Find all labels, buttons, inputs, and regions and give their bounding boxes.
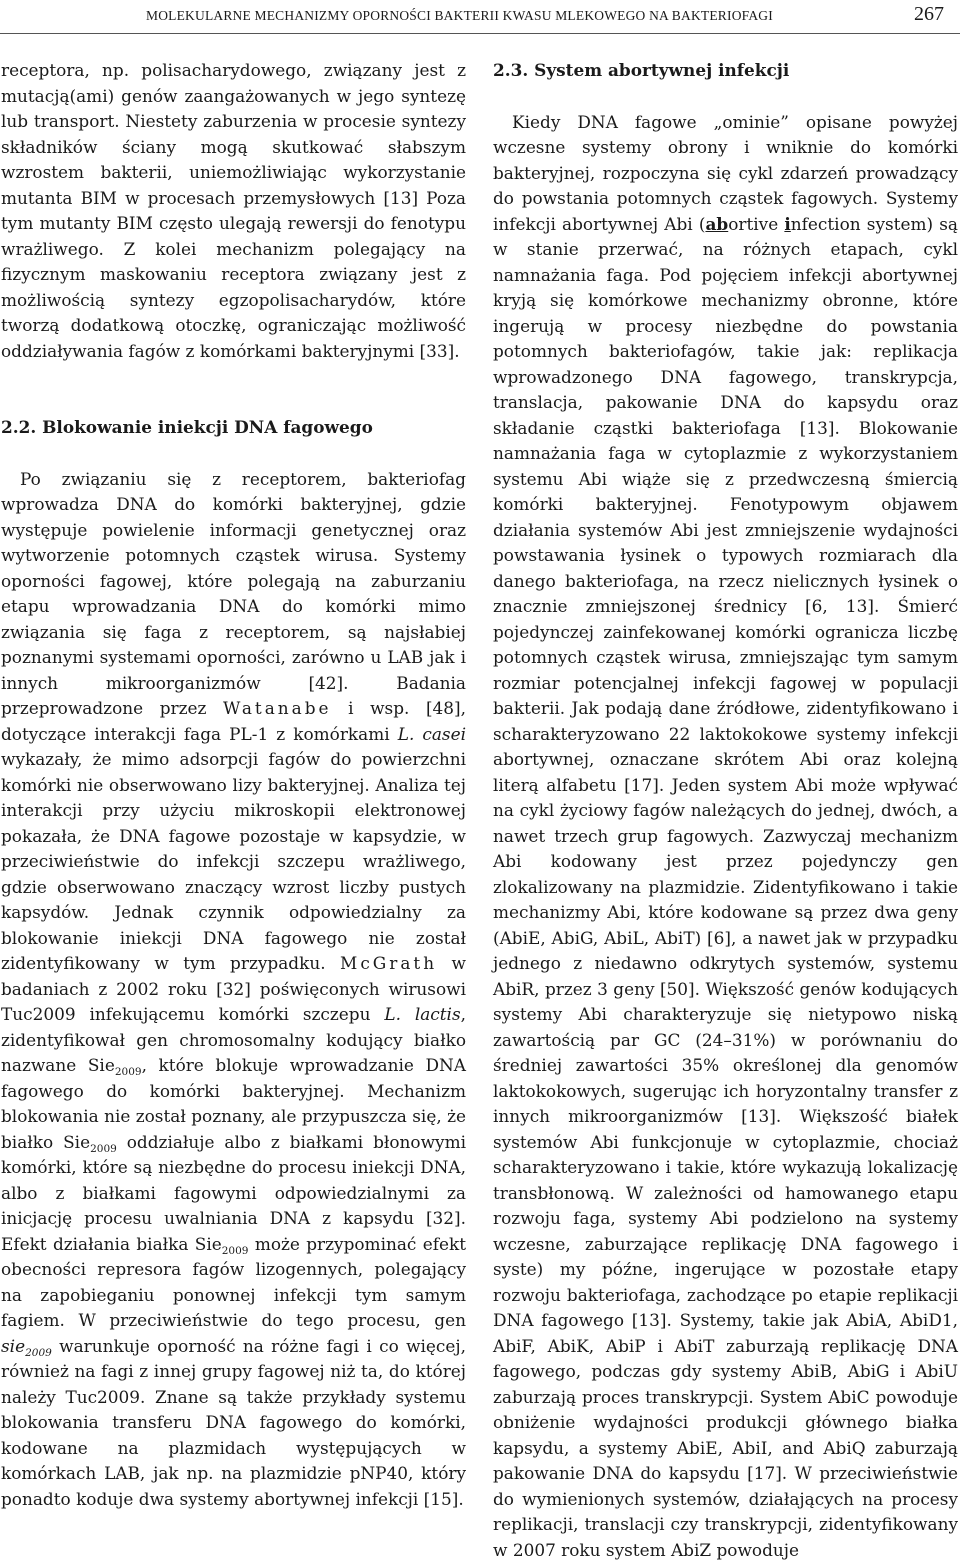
author-name: McGrath (340, 953, 437, 973)
subscript: 2009 (222, 1245, 249, 1257)
text-run: i wsp. [48], dotyczące interakcji faga PL-1 z komórkami (1, 698, 466, 744)
species-name: L. lactis (384, 1004, 460, 1024)
text-run: , które blokuje wprowadzanie DNA fagowego do komórki bakteryjnej. Mechanizm blokowania nie został poznany, ale przypuszcza się, że białko Sie (1, 1055, 466, 1152)
author-name: Watanabe (223, 698, 332, 718)
right-paragraph-1 (493, 110, 958, 1563)
text-run: Kiedy DNA fagowe „ominie” opisane powyżej wczesne systemy obrony i wniknie do komórki bakteryjnej, rozpoczyna się cykl zdarzeń prowadzący do powstania potomnych cząstek fagowych. Systemy infekcji abortywnej Abi ( (493, 112, 958, 234)
text-run: oddziałuje albo z białkami błonowymi komórki, które są niezbędne do procesu iniekcji DNA, albo z białkami fagowymi odpowiedzialnymi za inicjację procesu uwalniania DNA z kapsydu [32]. Efekt działania białka Sie (1, 1132, 466, 1254)
section-heading-2-3: 2.3. System abortywnej infekcji (493, 58, 958, 84)
subscript: 2009 (25, 1347, 52, 1359)
subscript: 2009 (115, 1066, 142, 1078)
text-run: wykazały, że mimo adsorpcji fagów do powierzchni komórki nie obserwowano lizy bakteryjnej. Analiza tej interakcji przy użyciu mikroskopii elektronowej pokazała, że DNA fagowe pozostaje w kapsydzie, w przeciwieństwie do infekcji szczepu wrażliwego, gdzie obserwowano znaczący wzrost liczby pustych kapsydów. Jednak czynnik odpowiedzialny za blokowanie iniekcji DNA fagowego nie został zidentyfikowany w tym przypadku. (1, 749, 466, 973)
text-run: ortive (728, 214, 784, 234)
section-heading-2-2: 2.2. Blokowanie iniekcji DNA fagowego (1, 415, 466, 441)
right-column (493, 58, 958, 1563)
page-header (0, 0, 960, 34)
left-paragraph-1: receptora, np. polisacharydowego, związany jest z mutacją(ami) genów zaangażowanych w jego syntezę lub transport. Niestety zaburzenia w procesie syntezy składników ściany mogą skutkować słabszym wzrostem bakterii, uniemożliwiając wykorzystanie mutanta BIM w procesach przemysłowych [13] Poza tym mutanty BIM często ulegają rewersji do fenotypu wrażliwego. Z kolei mechanizm polegający na fizycznym maskowaniu receptora związany jest z możliwością syntezy egzopolisacharydów, które tworzą dodatkową otoczkę, ograniczając możliwość oddziaływania fagów z komórkami bakteryjnymi [33]. (1, 58, 466, 364)
running-title: MOLEKULARNE MECHANIZMY OPORNOŚCI BAKTERII KWASU MLEKOWEGO NA BAKTERIOFAGI (146, 8, 773, 24)
left-column (1, 58, 466, 1512)
text-run: w badaniach z 2002 roku [32] poświęconych wirusowi Tuc2009 infekującemu komórki szczepu (1, 953, 466, 1024)
text-run: może przypominać efekt obecności represora fagów lizogennych, polegający na zapobieganiu ponownej infekcji tym samym fagiem. W przeciwieństwie do tego procesu, gen (1, 1234, 466, 1331)
text-run: warunkuje oporność na różne fagi i co więcej, również na fagi z innej grupy fagowej niż ta, do której należy Tuc2009. Znane są także przykłady systemu blokowania transferu DNA fagowego do komórki, kodowane na plazmidach występujących w komórkach LAB, jak np. na plazmidzie pNP40, który ponadto koduje dwa systemy abortywnej infekcji [15]. (1, 1336, 466, 1509)
species-name: L. casei (398, 724, 466, 744)
page-number: 267 (914, 3, 944, 26)
header-rule (0, 33, 960, 34)
abbr-letters: i (784, 214, 790, 234)
text-run: nfection system) są w stanie przerwać, na różnych etapach, cykl namnażania faga. Pod pojęciem infekcji abortywnej kryją się komórkowe mechanizmy obronne, które ingerują w procesy niezbędne do powstania potomnych bakteriofagów, takie jak: replikacja wprowadzonego DNA fagowego, transkrypcja, translacja, pakowanie DNA do kapsydu oraz składanie cząstki bakteriofaga [13]. Blokowanie namnażania faga w cytoplazmie z wykorzystaniem systemu Abi wiąże się z przedwczesną śmiercią komórki bakteryjnej. Fenotypowym objawem działania systemów Abi jest zmniejszenie wydajności powstawania łysinek o typowych rozmiarach dla danego bakteriofaga, na rzecz nielicznych łysinek o znacznie zmniejszonej średnicy [6, 13]. Śmierć pojedynczej zainfekowanej komórki ogranicza liczbę potomnych cząstek wirusa, zmniejszając tym samym rozmiar potencjalnej infekcji fagowej w populacji bakterii. Jak podają dane źródłowe, zidentyfikowano i scharakteryzowano 22 laktokokowe systemy infekcji abortywnej, oznaczane skrótem Abi oraz kolejną literą alfabetu [17]. Jeden system Abi może wpływać na cykl życiowy fagów należących do jednej, dwóch, a nawet trzech grup fagowych. Zazwyczaj mechanizm Abi kodowany jest przez pojedynczy gen zlokalizowany na plazmidzie. Zidentyfikowano i takie mechanizmy Abi, które kodowane są przez dwa geny (AbiE, AbiG, AbiL, AbiT) [6], a nawet jak w przypadku jednego z niedawno odkrytych systemów, systemu AbiR, przez 3 geny [50]. Większość genów kodujących systemy Abi charakteryzuje się nietypowo niską zawartością par GC (24–31%) w porównaniu do średniej zawartości 35% określonej dla genomów laktokokowych, sugerując ich horyzontalny transfer z innych mikroorganizmów [13]. Większość białek systemów Abi funkcjonuje w cytoplazmie, chociaż scharakteryzowano i takie, które wykazują lokalizację transbłonową. W zależności od hamowanego etapu rozwoju faga, systemy Abi podzielono na systemy wczesne, zaburzające replikację DNA fagowego i syste) my późne, ingerujące w pozostałe etapy rozwoju bakteriofaga, zachodzące po etapie replikacji DNA fagowego [13]. Systemy, takie jak AbiA, AbiD1, AbiF, AbiK, AbiP i AbiT zaburzają replikację DNA fagowego, podczas gdy systemy AbiB, AbiG i AbiU zaburzają proces transkrypcji. System AbiC powoduje obniżenie wydajności produkcji głównego białka kapsydu, a systemy AbiE, AbiI, and AbiQ zaburzają pakowanie DNA do kapsydu [17]. W przeciwieństwie do wymienionych systemów, działających na procesy replikacji, translacji czy transkrypcji, zidentyfikowany w 2007 roku system AbiZ powoduje (493, 214, 958, 1560)
subscript: 2009 (90, 1143, 117, 1155)
gene-name: sie$_{2009}$ (1, 1336, 52, 1356)
left-paragraph-2 (1, 467, 466, 1513)
abbr-letters: ab (705, 214, 728, 234)
text-run: Po związaniu się z receptorem, bakteriofag wprowadza DNA do komórki bakteryjnej, gdzie występuje powielenie informacji genetycznej oraz wytworzenie potomnych cząstek wirusa. Systemy oporności fagowej, które polegają na zaburzaniu etapu wprowadzania DNA do komórki mimo związania się faga z receptorem, są najsłabiej poznanymi systemami oporności, zarówno u LAB jak i innych mikroorganizmów [42]. Badania przeprowadzone przez (1, 469, 466, 719)
text-run: , zidentyfikował gen chromosomalny kodujący białko nazwane Sie (1, 1004, 466, 1075)
